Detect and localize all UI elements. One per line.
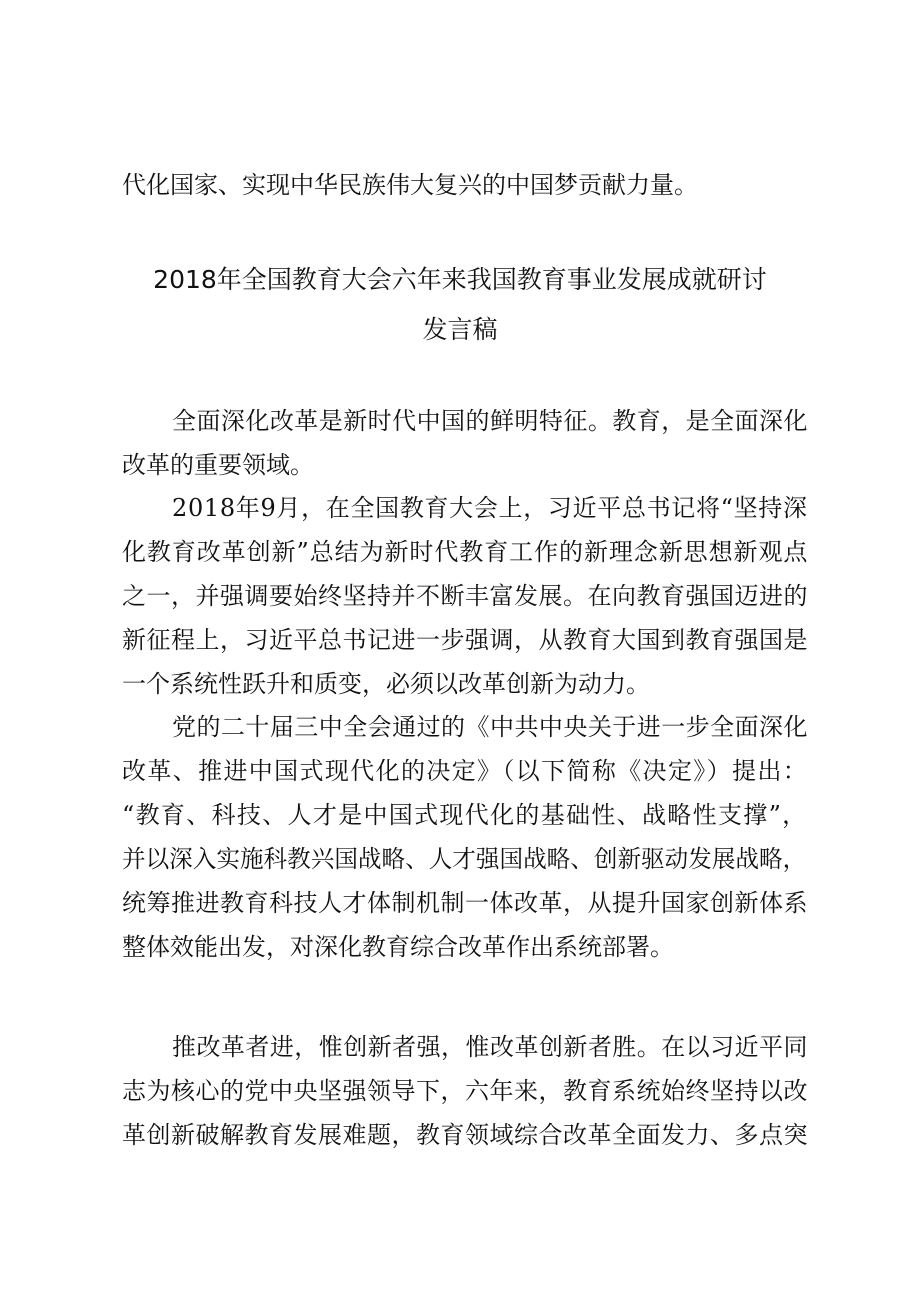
- paragraph-4-line-1: 推改革者进，惟创新者强，惟改革创新者胜。在以习近平同: [172, 1033, 808, 1061]
- paragraph-3-line-5: 统筹推进教育科技人才体制机制一体改革，从提升国家创新体系: [122, 889, 808, 917]
- paragraph-2-line-5: 一个系统性跃升和质变，必须以改革创新为动力。: [122, 670, 650, 698]
- paragraph-2-line-4: 新征程上，习近平总书记进一步强调，从教育大国到教育强国是: [122, 626, 808, 654]
- paragraph-2-line-2: 化教育改革创新”总结为新时代教育工作的新理念新思想新观点: [122, 538, 809, 566]
- document-title-line-2: 发言稿: [422, 315, 498, 344]
- carryover-line: 代化国家、实现中华民族伟大复兴的中国梦贡献力量。: [122, 171, 698, 199]
- paragraph-3-line-4: 并以深入实施科教兴国战略、人才强国战略、创新驱动发展战略，: [122, 845, 807, 873]
- paragraph-3-line-2: 改革、推进中国式现代化的决定》（以下简称《决定》）提出：: [122, 757, 809, 785]
- paragraph-1-line-1: 全面深化改革是新时代中国的鲜明特征。教育，是全面深化: [172, 407, 808, 435]
- paragraph-3-line-3: “教育、科技、人才是中国式现代化的基础性、战略性支撑”，: [122, 801, 808, 829]
- paragraph-4-line-2: 志为核心的党中央坚强领导下，六年来，教育系统始终坚持以改: [122, 1077, 808, 1105]
- paragraph-2-line-1: 2018年9月，在全国教育大会上，习近平总书记将“坚持深: [172, 494, 808, 522]
- document-title-line-1: 2018年全国教育大会六年来我国教育事业发展成就研讨: [153, 265, 767, 294]
- paragraph-3-line-6: 整体效能出发，对深化教育综合改革作出系统部署。: [122, 933, 674, 961]
- paragraph-2-line-3: 之一，并强调要始终坚持并不断丰富发展。在向教育强国迈进的: [122, 582, 808, 610]
- paragraph-3-line-1: 党的二十届三中全会通过的《中共中央关于进一步全面深化: [172, 713, 808, 741]
- paragraph-1-line-2: 改革的重要领域。: [122, 451, 314, 479]
- paragraph-4-line-3: 革创新破解教育发展难题，教育领域综合改革全面发力、多点突: [122, 1121, 808, 1149]
